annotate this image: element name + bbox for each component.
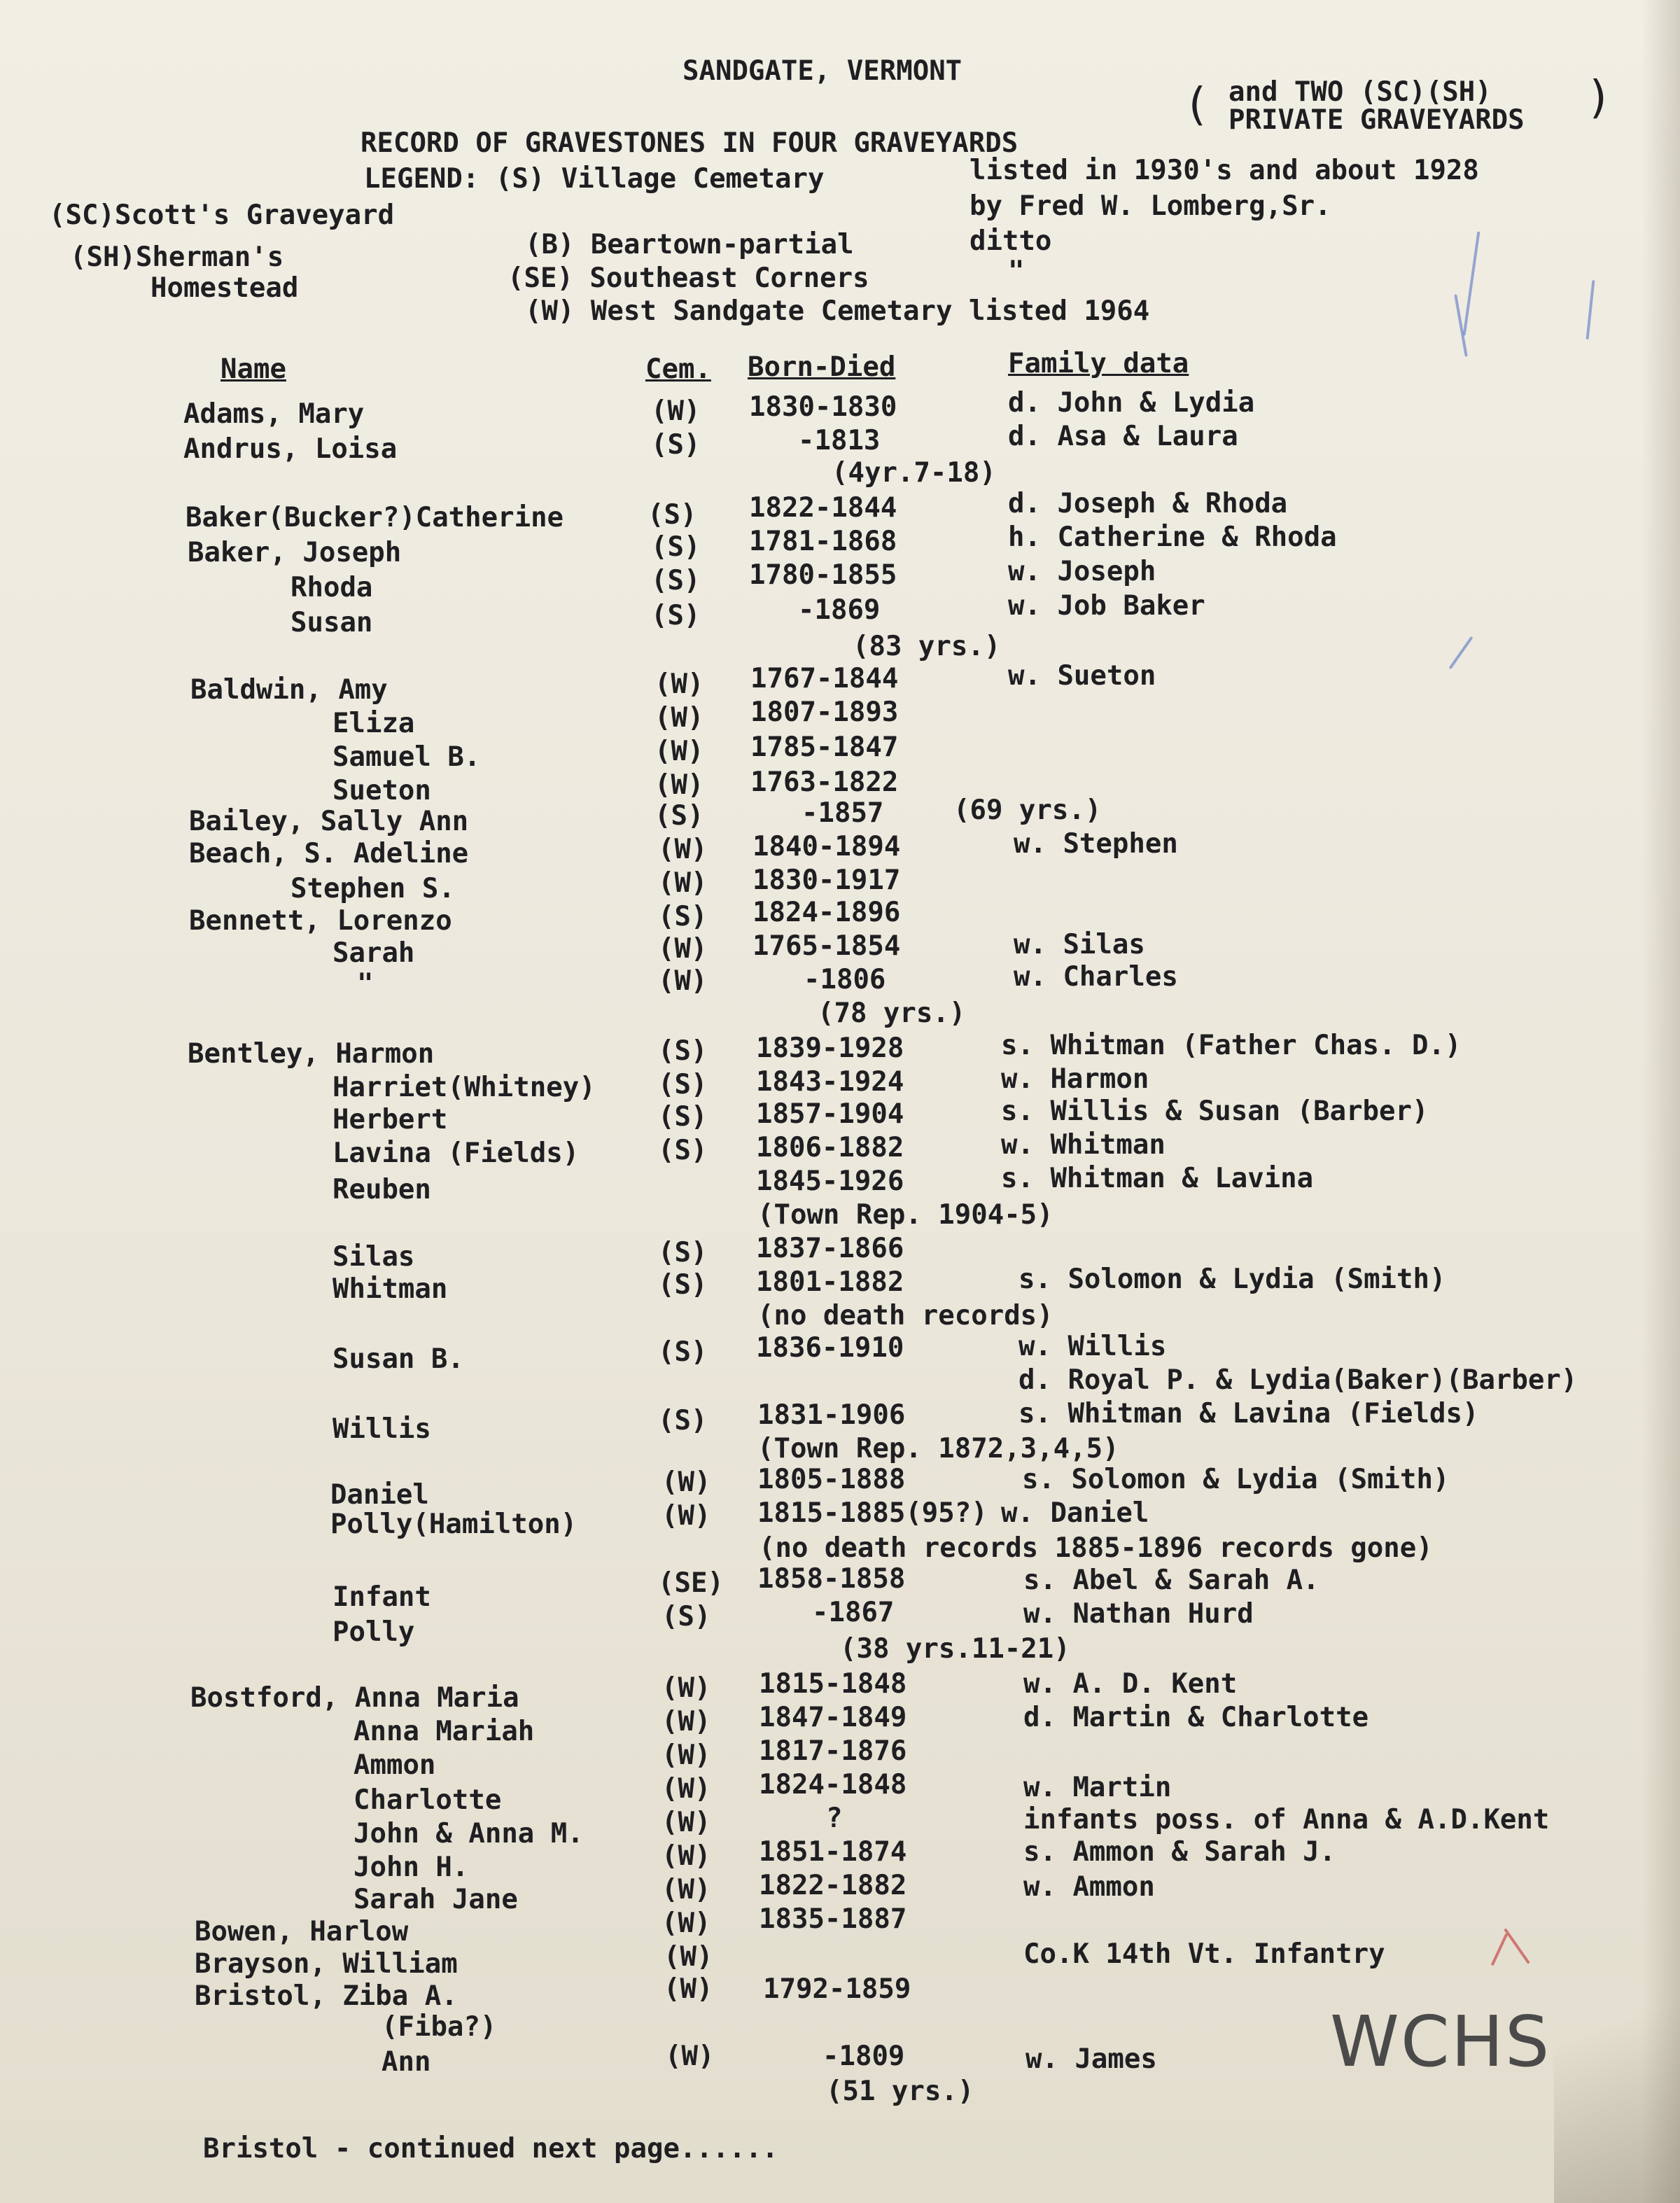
entry-name: Susan B. [332, 1343, 464, 1375]
entry-cemetery: (S) [662, 1601, 711, 1632]
pen-check-mark [1504, 1928, 1530, 1964]
entry-name: Lavina (Fields) [332, 1138, 580, 1169]
entry-family: s. Ammon & Sarah J. [1023, 1836, 1336, 1868]
entry-cemetery: (W) [662, 1706, 711, 1737]
entry-dates: 1801-1882 [756, 1266, 904, 1298]
entry-dates: 1807-1893 [750, 697, 899, 728]
entry-family: w. A. D. Kent [1023, 1668, 1238, 1700]
entry-cemetery: (W) [662, 1807, 711, 1838]
entry-note: (78 yrs.) [818, 998, 966, 1029]
entry-dates: 1836-1910 [756, 1332, 904, 1364]
entry-cemetery: (S) [658, 1336, 708, 1368]
entry-dates: -1806 [804, 964, 886, 995]
entry-cemetery: (S) [658, 1135, 708, 1166]
entry-family: w. Stephen [1014, 828, 1178, 860]
entry-cemetery: (W) [651, 396, 701, 427]
entry-cemetery: (W) [662, 1467, 711, 1498]
entry-family: s. Whitman & Lavina (Fields) [1018, 1398, 1479, 1429]
entry-dates: 1781-1868 [749, 526, 897, 557]
entry-family: s. Whitman (Father Chas. D.) [1001, 1030, 1462, 1061]
entry-cemetery: (S) [651, 600, 701, 631]
entry-cemetery: (S) [658, 1269, 708, 1301]
entry-dates: -1857 [802, 797, 884, 829]
entry-dates: 1785-1847 [750, 732, 899, 763]
legend-beartown: (B) Beartown-partial [525, 229, 854, 260]
entry-cemetery: (W) [662, 1773, 711, 1805]
entry-name: " [357, 968, 374, 1000]
page-edge-shadow [1642, 0, 1680, 2203]
entry-name: Andrus, Loisa [183, 433, 398, 465]
entry-name: Charlotte [354, 1784, 502, 1816]
entry-name: Brayson, William [195, 1948, 458, 1980]
entry-name: Ann [382, 2046, 431, 2078]
entry-cemetery: (W) [654, 702, 704, 734]
entry-cemetery: (W) [662, 1874, 711, 1905]
entry-name: Polly [332, 1616, 415, 1648]
entry-dates: 1830-1917 [752, 865, 901, 896]
entry-cemetery: (W) [654, 669, 704, 700]
entry-cemetery: (S) [658, 1405, 708, 1436]
entry-note: (38 yrs.11-21) [840, 1633, 1070, 1665]
entry-dates: 1837-1866 [756, 1233, 904, 1264]
watermark-logo: WCHS [1330, 2001, 1551, 2083]
entry-dates: -1813 [798, 425, 881, 456]
legend-sherman-line1: (SH)Sherman's [70, 242, 284, 273]
entry-family: s. Solomon & Lydia (Smith) [1022, 1464, 1450, 1495]
entry-name: Daniel [330, 1479, 429, 1511]
entry-dates: 1765-1854 [752, 930, 901, 962]
entry-dates: 1805-1888 [757, 1464, 906, 1495]
entry-cemetery: (S) [651, 565, 701, 596]
legend-sherman-line2: Homestead [150, 272, 299, 304]
entry-dates: 1824-1896 [752, 897, 901, 928]
entry-family: w. Nathan Hurd [1023, 1598, 1254, 1630]
brace-left: ( [1183, 79, 1210, 131]
entry-cemetery: (W) [662, 1500, 711, 1532]
entry-dates: 1822-1882 [759, 1870, 907, 1901]
entry-cemetery: (W) [654, 736, 704, 767]
entry-dates: 1763-1822 [750, 767, 899, 798]
entry-cemetery: (S) [658, 1101, 708, 1133]
entry-cemetery: (S) [654, 800, 704, 832]
entry-dates: 1806-1882 [756, 1132, 904, 1163]
entry-cemetery: (W) [658, 867, 708, 899]
entry-cemetery: (S) [651, 429, 701, 461]
entry-family: w. Ammon [1023, 1871, 1155, 1903]
continued-footer: Bristol - continued next page...... [203, 2133, 778, 2164]
entry-family: w. Sueton [1008, 660, 1156, 692]
entry-name: Stephen S. [290, 873, 455, 904]
entry-cemetery: (W) [662, 1740, 711, 1771]
entry-name: Susan [290, 607, 373, 638]
entry-name: Willis [332, 1413, 431, 1445]
legend-village: LEGEND: (S) Village Cemetary [364, 163, 825, 195]
entry-cemetery: (SE) [658, 1567, 724, 1599]
page-corner-curl [1554, 1909, 1680, 2203]
entry-cemetery: (S) [658, 1237, 708, 1268]
entry-cemetery: (S) [648, 499, 697, 531]
entry-note: (83 yrs.) [853, 631, 1001, 662]
entry-name: Bentley, Harmon [188, 1038, 435, 1070]
entry-dates: 1817-1876 [759, 1735, 907, 1767]
entry-cemetery: (S) [651, 531, 701, 563]
entry-family: w. Job Baker [1008, 590, 1205, 622]
entry-name: Silas [332, 1241, 415, 1273]
entry-name: Bennett, Lorenzo [189, 905, 452, 937]
entry-cemetery: (W) [665, 2041, 715, 2072]
entry-family: w. Joseph [1008, 556, 1156, 587]
entry-family: w. Whitman [1001, 1129, 1166, 1161]
entry-dates: -1869 [798, 594, 881, 626]
column-family-data: Family data [1008, 348, 1189, 379]
entry-family: d. Royal P. & Lydia(Baker)(Barber) [1018, 1364, 1578, 1396]
entry-dates: 1824-1848 [759, 1769, 907, 1800]
entry-note: (no death records 1885-1896 records gone) [759, 1532, 1433, 1564]
entry-dates: 1851-1874 [759, 1836, 907, 1868]
entry-dates: 1843-1924 [756, 1066, 904, 1098]
legend-scott: (SC)Scott's Graveyard [49, 200, 395, 231]
entry-family: s. Solomon & Lydia (Smith) [1018, 1264, 1446, 1295]
entry-name: Samuel B. [332, 741, 481, 773]
entry-name: (Fiba?) [382, 2011, 497, 2043]
entry-family: h. Catherine & Rhoda [1008, 522, 1337, 553]
record-heading: RECORD OF GRAVESTONES IN FOUR GRAVEYARDS [360, 127, 1018, 159]
entry-cemetery: (W) [664, 1941, 713, 1973]
entry-cemetery: (S) [658, 901, 708, 932]
legend-southeast: (SE) Southeast Corners [507, 263, 869, 294]
private-graveyards-line1: and TWO (SC)(SH) [1228, 76, 1492, 108]
entry-cemetery: (S) [658, 1069, 708, 1100]
entry-name: Harriet(Whitney) [332, 1072, 596, 1103]
entry-family: s. Whitman & Lavina [1001, 1163, 1314, 1194]
entry-family: s. Abel & Sarah A. [1023, 1565, 1320, 1596]
entry-name: Whitman [332, 1273, 448, 1305]
entry-cemetery: (W) [658, 933, 708, 965]
entry-family: s. Willis & Susan (Barber) [1001, 1096, 1429, 1127]
entry-family: d. Asa & Laura [1008, 421, 1238, 452]
entry-family: infants poss. of Anna & A.D.Kent [1023, 1804, 1550, 1835]
pen-check-mark [1491, 1933, 1508, 1966]
entry-cemetery: (W) [664, 1973, 713, 2005]
entry-family: Co.K 14th Vt. Infantry [1023, 1938, 1385, 1970]
entry-name: John H. [354, 1852, 469, 1883]
column-born-died: Born-Died [748, 351, 896, 383]
entry-name: Bowen, Harlow [195, 1916, 409, 1947]
entry-name: Bailey, Sally Ann [189, 806, 469, 837]
entry-family: d. John & Lydia [1008, 387, 1255, 419]
entry-dates: ? [826, 1803, 843, 1834]
entry-note: (no death records) [757, 1300, 1054, 1331]
listed-by: by Fred W. Lomberg,Sr. [969, 190, 1331, 222]
entry-cemetery: (W) [662, 1840, 711, 1872]
entry-dates: -1809 [822, 2041, 905, 2072]
entry-family: w. Charles [1014, 961, 1178, 993]
entry-name: Infant [332, 1581, 431, 1613]
entry-name: Sueton [332, 775, 431, 806]
entry-family: w. Willis [1018, 1331, 1167, 1362]
entry-name: Baker, Joseph [188, 537, 402, 568]
entry-name: Adams, Mary [183, 398, 365, 430]
entry-cemetery: (W) [654, 769, 704, 801]
entry-name: Rhoda [290, 572, 373, 603]
entry-family: w. Harmon [1001, 1063, 1149, 1095]
entry-name: Herbert [332, 1104, 448, 1135]
entry-dates: 1831-1906 [757, 1399, 906, 1431]
brace-right: ) [1586, 72, 1613, 124]
entry-family: d. Martin & Charlotte [1023, 1702, 1369, 1733]
entry-name: Sarah [332, 937, 415, 969]
entry-family: w. Silas [1014, 929, 1145, 960]
entry-cemetery: (W) [658, 965, 708, 997]
document-title: SANDGATE, VERMONT [682, 55, 962, 87]
entry-name: Anna Mariah [354, 1716, 535, 1747]
listed-note: listed in 1930's and about 1928 [969, 155, 1479, 186]
entry-dates: 1792-1859 [763, 1973, 911, 2005]
entry-dates: 1857-1904 [756, 1098, 904, 1130]
entry-note: (4yr.7-18) [832, 457, 996, 489]
entry-dates: -1867 [812, 1597, 895, 1628]
entry-dates: 1847-1849 [759, 1702, 907, 1733]
entry-family: d. Joseph & Rhoda [1008, 488, 1288, 519]
column-cemetery: Cem. [645, 354, 711, 385]
entry-dates: 1840-1894 [752, 831, 901, 862]
entry-note: (51 yrs.) [826, 2076, 974, 2107]
pen-mark [1463, 231, 1480, 335]
entry-dates: 1830-1830 [749, 391, 897, 423]
entry-name: Polly(Hamilton) [330, 1509, 578, 1540]
entry-name: John & Anna M. [354, 1818, 584, 1849]
entry-dates: 1845-1926 [756, 1166, 904, 1197]
entry-name: Ammon [354, 1749, 436, 1781]
entry-dates: 1858-1858 [757, 1563, 906, 1595]
entry-cemetery: (S) [658, 1035, 708, 1067]
entry-name: Bristol, Ziba A. [195, 1980, 458, 2012]
entry-name: Sarah Jane [354, 1884, 518, 1915]
entry-note: (Town Rep. 1904-5) [757, 1199, 1054, 1231]
entry-cemetery: (W) [662, 1672, 711, 1704]
entry-name: Beach, S. Adeline [189, 838, 469, 869]
entry-dates: 1815-1848 [759, 1668, 907, 1700]
entry-family: w. James [1026, 2043, 1157, 2075]
entry-name: Baker(Bucker?)Catherine [186, 502, 564, 533]
entry-cemetery: (W) [662, 1908, 711, 1939]
entry-dates: 1767-1844 [750, 663, 899, 694]
entry-name: Baldwin, Amy [190, 674, 388, 706]
entry-name: Reuben [332, 1174, 431, 1205]
legend-west-sandgate: (W) West Sandgate Cemetary listed 1964 [525, 295, 1150, 327]
entry-name: Bostford, Anna Maria [190, 1682, 519, 1714]
entry-family: (69 yrs.) [953, 795, 1102, 826]
entry-dates: 1835-1887 [759, 1903, 907, 1935]
entry-family: w. Martin [1023, 1772, 1172, 1803]
entry-dates: 1822-1844 [749, 492, 897, 524]
entry-dates: 1839-1928 [756, 1033, 904, 1064]
entry-dates: 1815-1885(95?) [757, 1497, 988, 1529]
legend-ditto-mark: " [1008, 256, 1025, 287]
pen-mark [1449, 636, 1474, 669]
entry-family: w. Daniel [1001, 1497, 1149, 1529]
column-name: Name [220, 354, 286, 385]
entry-name: Eliza [332, 708, 415, 739]
private-graveyards-line2: PRIVATE GRAVEYARDS [1228, 104, 1525, 136]
entry-cemetery: (W) [658, 834, 708, 865]
entry-note: (Town Rep. 1872,3,4,5) [757, 1433, 1119, 1464]
legend-ditto: ditto [969, 225, 1052, 257]
entry-dates: 1780-1855 [749, 559, 897, 591]
pen-mark [1586, 280, 1595, 340]
